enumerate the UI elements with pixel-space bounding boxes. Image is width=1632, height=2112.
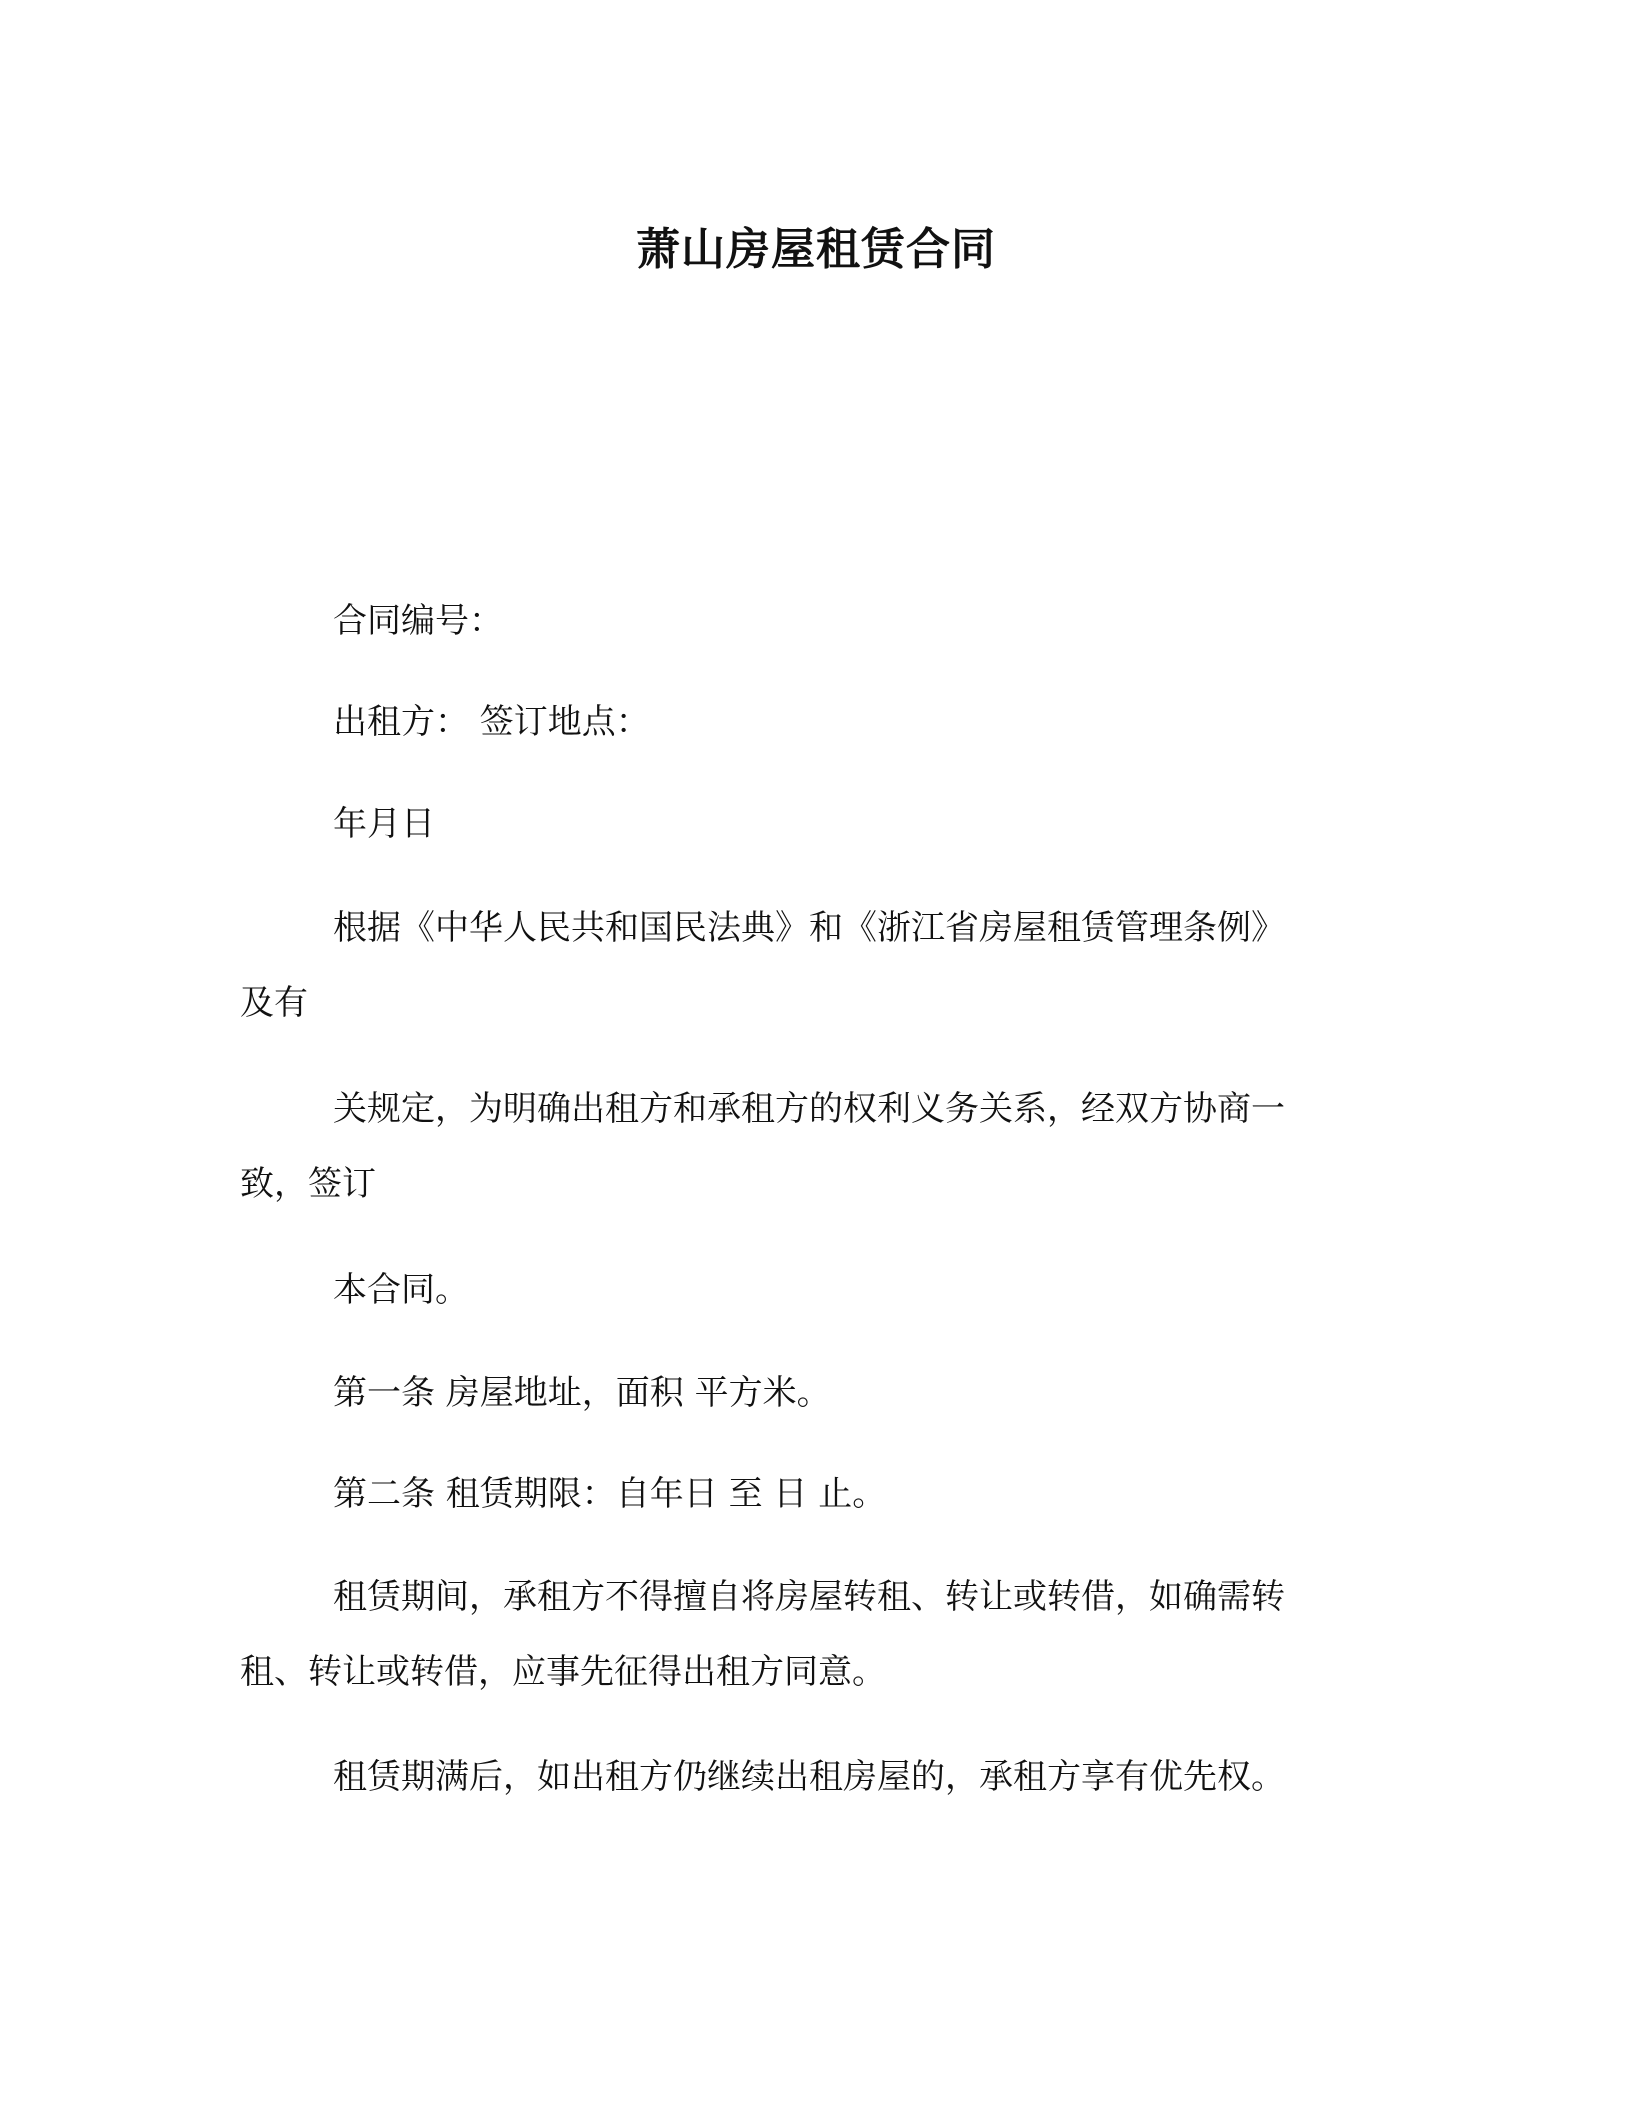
paragraph-line: 租赁期间，承租方不得擅自将房屋转租、转让或转借，如确需转 [333, 1577, 1285, 1617]
paragraph-line: 根据《中华人民共和国民法典》和《浙江省房屋租赁管理条例》 [333, 908, 1285, 948]
paragraph-line: 租、转让或转借，应事先征得出租方同意。 [240, 1652, 886, 1692]
paragraph-line: 本合同。 [333, 1270, 469, 1310]
date-line: 年月日 [333, 804, 435, 844]
paragraph-line: 关规定，为明确出租方和承租方的权利义务关系，经双方协商一 [333, 1089, 1285, 1129]
paragraph-line: 租赁期满后，如出租方仍继续出租房屋的，承租方享有优先权。 [333, 1757, 1285, 1797]
article-two-line: 第二条 租赁期限：自年日 至 日 止。 [333, 1474, 887, 1514]
paragraph-line: 致，签订 [240, 1164, 376, 1204]
paragraph-line: 及有 [240, 983, 308, 1023]
lessor-signing-place-line: 出租方： 签订地点： [333, 702, 650, 742]
article-one-line: 第一条 房屋地址，面积 平方米。 [333, 1373, 831, 1413]
contract-number-line: 合同编号： [333, 601, 503, 641]
document-title: 萧山房屋租赁合同 [636, 224, 996, 275]
